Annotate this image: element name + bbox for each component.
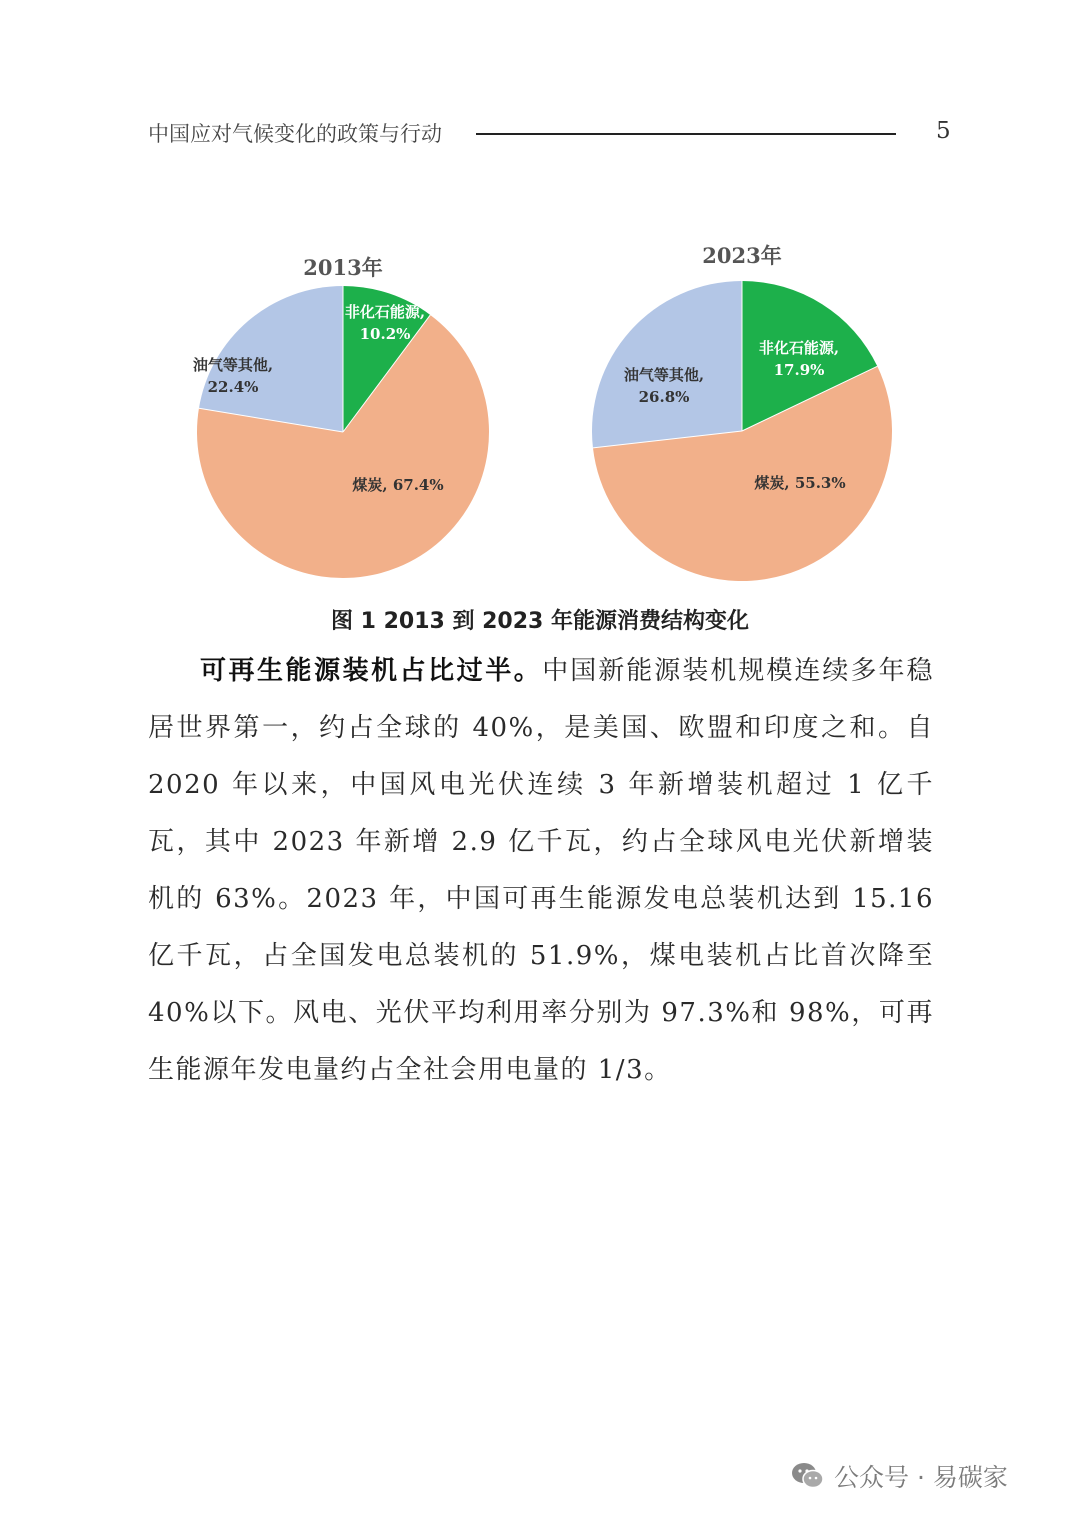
chart-title: 2023年	[702, 243, 782, 268]
paragraph-text: 中国新能源装机规模连续多年稳居世界第一，约占全球的 40%，是美国、欧盟和印度之和。自 2020 年以来，中国风电光伏连续 3 年新增装机超过 1 亿千瓦，其中 2023 年新增 2.9 亿千瓦，约占全球风电光伏新增装机的 63%。2023 年，中国可再生能源发电总装机达到 15.16 亿千瓦，占全国发电总装机的 51.9%，煤电装机占比首次降至 40%以下。风电、光伏平均利用率分别为 97.3%和 98%，可再生能源年发电量约占全社会用电量的 1/3。	[148, 656, 934, 1085]
running-title: 中国应对气候变化的政策与行动	[148, 122, 442, 146]
slice-label: 油气等其他, 26.8%	[623, 366, 705, 406]
chart-title: 2013年	[303, 255, 383, 280]
pie-chart-2023	[588, 235, 898, 585]
watermark	[790, 1458, 1008, 1494]
pie-chart-2013	[193, 245, 493, 585]
paragraph-lead: 可再生能源装机占比过半。	[200, 656, 543, 686]
wechat-icon	[790, 1461, 826, 1491]
figure-caption: 图 1 2013 到 2023 年能源消费结构变化	[330, 609, 750, 634]
slice-label: 煤炭, 55.3%	[754, 474, 846, 492]
page-number: 5	[936, 118, 951, 144]
slice-label: 非化石能源, 17.9%	[758, 339, 840, 379]
watermark-text: 公众号 · 易碳家	[834, 1463, 1008, 1492]
body-paragraph	[148, 643, 934, 1099]
header-rule	[476, 133, 896, 135]
slice-label: 非化石能源, 10.2%	[344, 303, 426, 343]
pie-slice	[592, 281, 742, 448]
slice-label: 煤炭, 67.4%	[352, 476, 444, 494]
slice-label: 油气等其他, 22.4%	[192, 356, 274, 396]
